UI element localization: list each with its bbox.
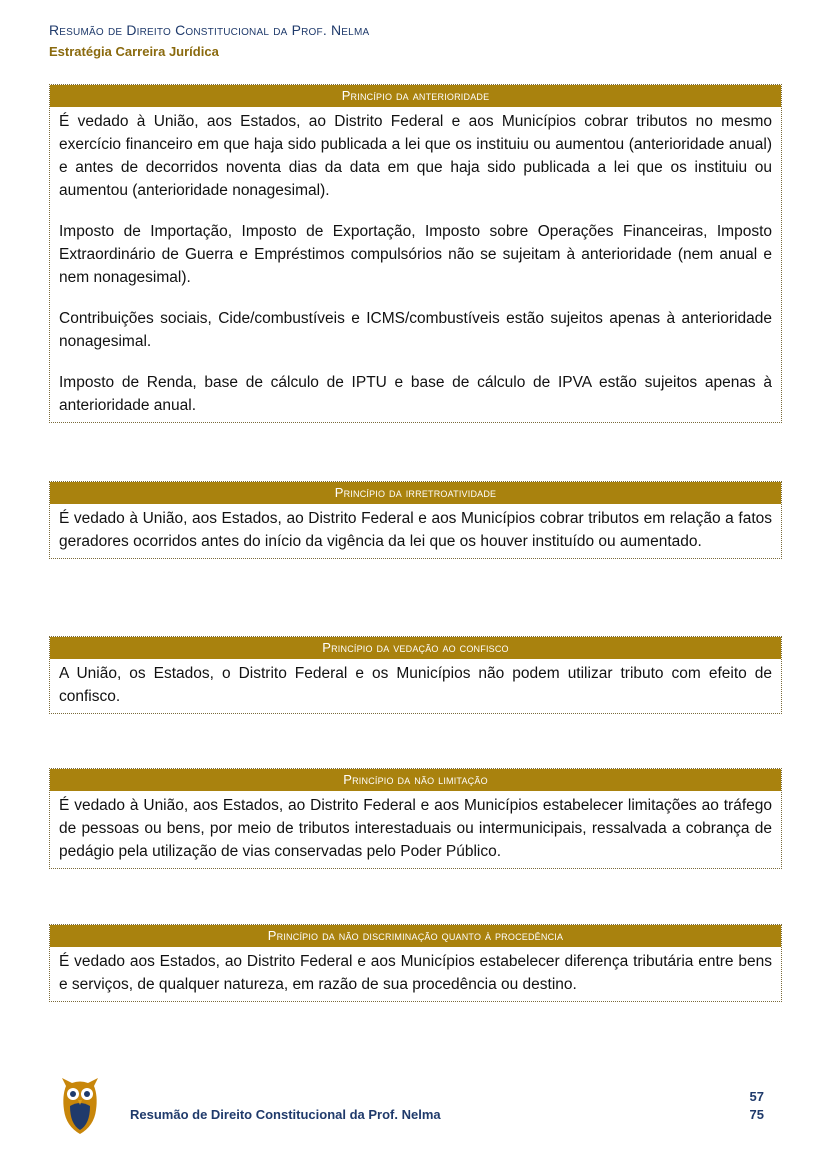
- section-irretroatividade: [49, 481, 782, 559]
- section-body: [50, 659, 781, 713]
- paragraph: Contribuições sociais, Cide/combustíveis e ICMS/combustíveis estão sujeitos apenas à anterioridade nonagesimal.: [59, 310, 772, 350]
- paragraph: É vedado à União, aos Estados, ao Distrito Federal e aos Municípios cobrar tributos em relação a fatos geradores ocorridos antes do início da vigência da lei que os houver instituído ou aumentado.: [59, 510, 772, 550]
- paragraph: A União, os Estados, o Distrito Federal e os Municípios não podem utilizar tributo com efeito de confisco.: [59, 665, 772, 705]
- section-body: [50, 504, 781, 558]
- section-heading: Princípio da vedação ao confisco: [50, 637, 781, 659]
- paragraph: É vedado à União, aos Estados, ao Distrito Federal e aos Municípios estabelecer limitações ao tráfego de pessoas ou bens, por meio de tributos interestaduais ou intermunicipais, ressalvada a cobrança de pedágio pela utilização de vias conservadas pelo Poder Público.: [59, 797, 772, 860]
- section-body: [50, 107, 781, 422]
- paragraph: Imposto de Renda, base de cálculo de IPTU e base de cálculo de IPVA estão sujeitos apenas à anterioridade anual.: [59, 374, 772, 414]
- section-nao-discriminacao: [49, 924, 782, 1002]
- page-current: 57: [749, 1089, 764, 1104]
- section-heading: Princípio da não limitação: [50, 769, 781, 791]
- owl-logo-icon: [60, 1076, 100, 1136]
- section-body: [50, 791, 781, 868]
- paragraph: É vedado à União, aos Estados, ao Distrito Federal e aos Municípios cobrar tributos no mesmo exercício financeiro em que haja sido publicada a lei que os instituiu ou aumentou (anterioridade anual) e antes de decorridos noventa dias da data em que haja sido publicada a lei que os instituiu ou aumentou (anterioridade nonagesimal).: [59, 113, 772, 199]
- section-heading: Princípio da irretroatividade: [50, 482, 781, 504]
- section-heading: Princípio da anterioridade: [50, 85, 781, 107]
- section-heading: Princípio da não discriminação quanto à procedência: [50, 925, 781, 947]
- page-number: [750, 1088, 764, 1124]
- paragraph: Imposto de Importação, Imposto de Exportação, Imposto sobre Operações Financeiras, Imposto Extraordinário de Guerra e Empréstimos compulsórios não se sujeitam à anterioridade (nem anual e nem nonagesimal).: [59, 223, 772, 286]
- footer-text: Resumão de Direito Constitucional da Prof. Nelma: [130, 1107, 441, 1122]
- section-body: [50, 947, 781, 1001]
- page-total: 75: [749, 1107, 764, 1122]
- document-subtitle: Estratégia Carreira Jurídica: [49, 44, 219, 59]
- section-anterioridade: [49, 84, 782, 423]
- paragraph: É vedado aos Estados, ao Distrito Federal e aos Municípios estabelecer diferença tributária entre bens e serviços, de qualquer natureza, em razão de sua procedência ou destino.: [59, 953, 772, 993]
- section-nao-limitacao: [49, 768, 782, 869]
- document-title: Resumão de Direito Constitucional da Prof. Nelma: [49, 22, 370, 38]
- section-vedacao-confisco: [49, 636, 782, 714]
